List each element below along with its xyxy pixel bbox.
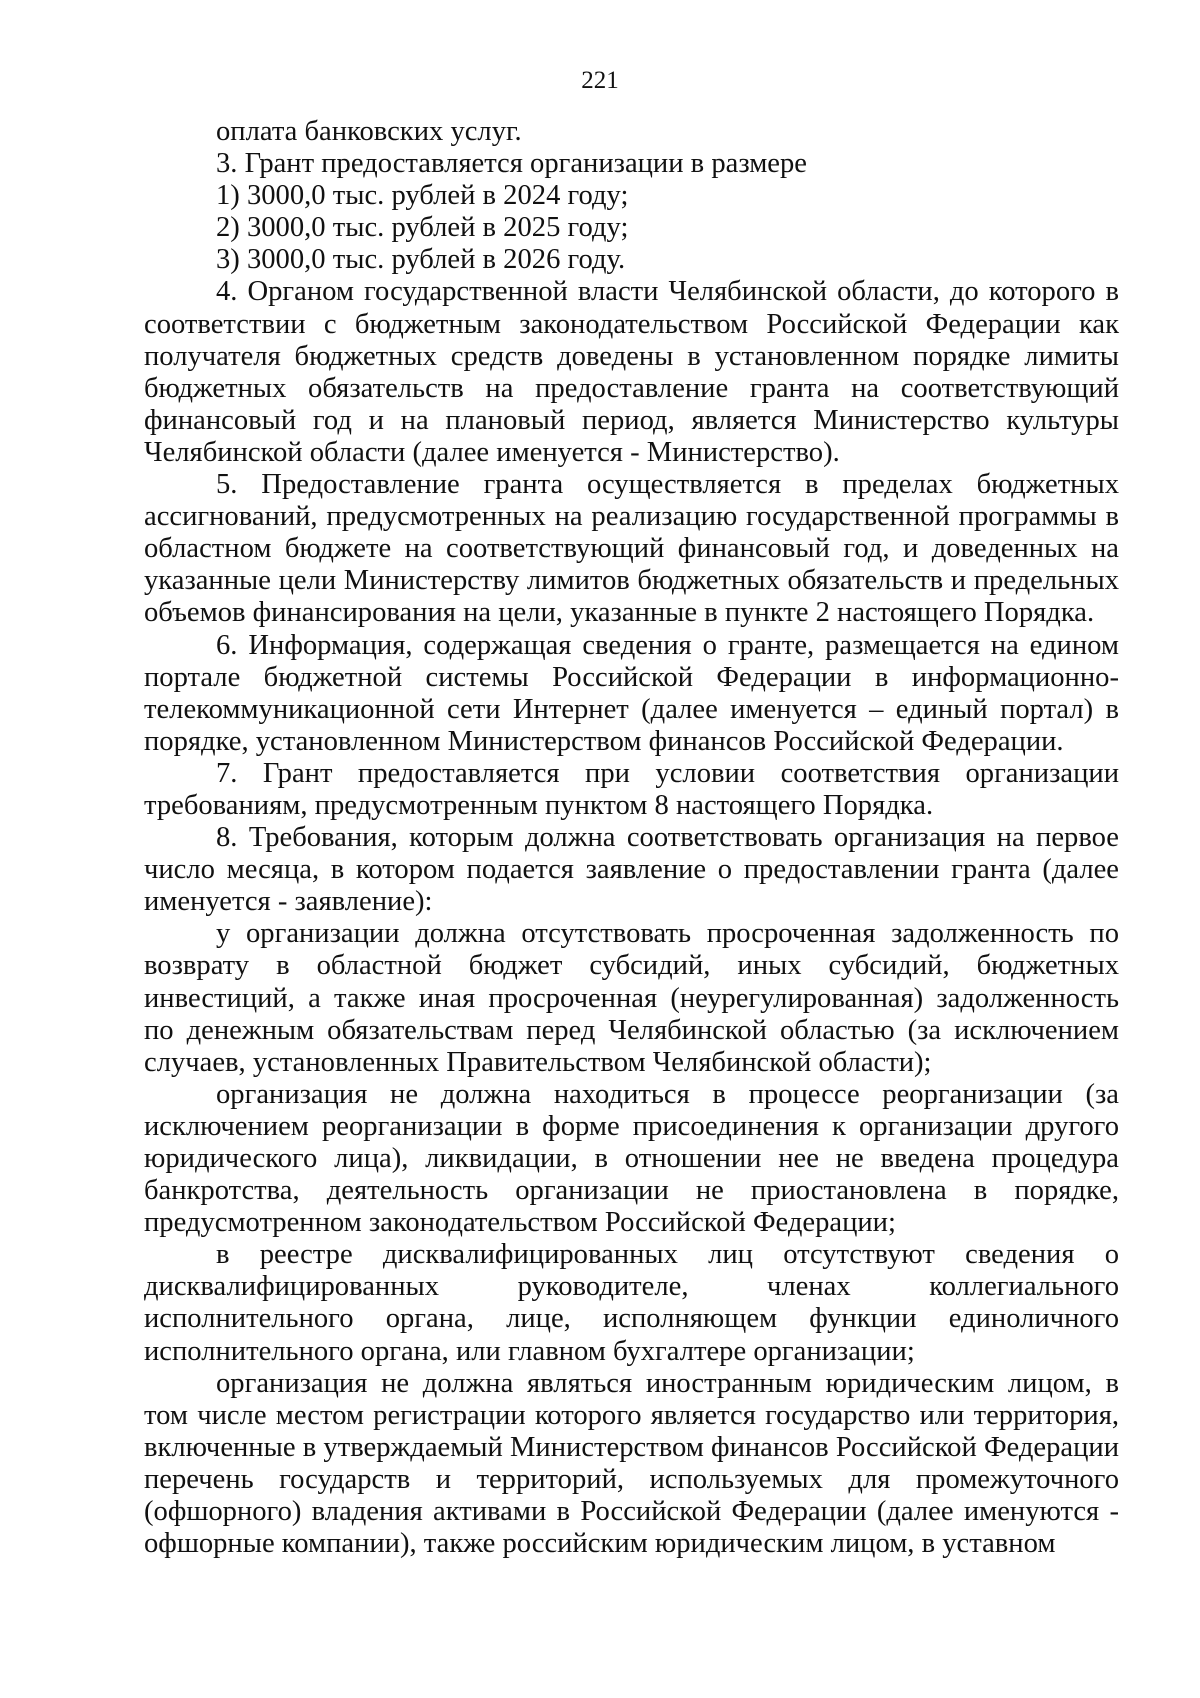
paragraph-4: 2) 3000,0 тыс. рублей в 2025 году; [216,212,629,244]
paragraph-1: оплата банковских услуг. [216,116,522,147]
paragraph-6: 4. Органом государственной власти Челябинской области, до которого в соответствии с бюджетным законодательством Российской Федерации как получателя бюджетных средств доведены в установленном порядке лимиты бюджетных обязательств на предоставление гранта на соответствующий финансовый год и на плановый период, является Министерство культуры Челябинской области (далее именуется - Министерство). [144,276,1119,468]
paragraph-9: 7. Грант предоставляется при условии соответствия организации требованиям, предусмотренным пунктом 8 настоящего Порядка. [144,757,1119,821]
paragraph-11: у организации должна отсутствовать просроченная задолженность по возврату в областной бюджет субсидий, иных субсидий, бюджетных инвестиций, а также иная просроченная (неурегулированная) задолженность по денежным обязательствам перед Челябинской областью (за исключением случаев, установленных Правительством Челябинской области); [144,918,1119,1078]
paragraph-10: 8. Требования, которым должна соответствовать организация на первое число месяца, в котором подается заявление о предоставлении гранта (далее именуется - заявление): [144,822,1119,918]
document-body [144,116,1119,1560]
paragraph-3: 1) 3000,0 тыс. рублей в 2024 году; [216,180,629,212]
paragraph-13: в реестре дисквалифицированных лиц отсутствуют сведения о дисквалифицированных руководителе, членах коллегиального исполнительного органа, лице, исполняющем функции единоличного исполнительного органа, или главном бухгалтере организации; [144,1239,1119,1367]
paragraph-12: организация не должна находиться в процессе реорганизации (за исключением реорганизации в форме присоединения к организации другого юридического лица), ликвидации, в отношении нее не введена процедура банкротства, деятельность организации не приостановлена в порядке, предусмотренном законодательством Российской Федерации; [144,1078,1119,1239]
paragraph-5: 3) 3000,0 тыс. рублей в 2026 году. [216,244,626,276]
paragraph-7: 5. Предоставление гранта осуществляется в пределах бюджетных ассигнований, предусмотренных на реализацию государственной программы в областном бюджете на соответствующий финансовый год, и доведенных на указанные цели Министерству лимитов бюджетных обязательств и предельных объемов финансирования на цели, указанные в пункте 2 настоящего Порядка. [144,469,1119,629]
paragraph-14: организация не должна являться иностранным юридическим лицом, в том числе местом регистрации которого является государство или территория, включенные в утверждаемый Министерством финансов Российской Федерации перечень государств и территорий, используемых для промежуточного (офшорного) владения активами в Российской Федерации (далее именуются - офшорные компании), также российским юридическим лицом, в уставном [144,1367,1119,1560]
paragraph-8: 6. Информация, содержащая сведения о гранте, размещается на едином портале бюджетной системы Российской Федерации в информационно-телекоммуникационной сети Интернет (далее именуется – единый портал) в порядке, установленном Министерством финансов Российской Федерации. [144,629,1119,757]
paragraph-2: 3. Грант предоставляется организации в размере [216,148,807,180]
page-number: 221 [581,67,619,94]
